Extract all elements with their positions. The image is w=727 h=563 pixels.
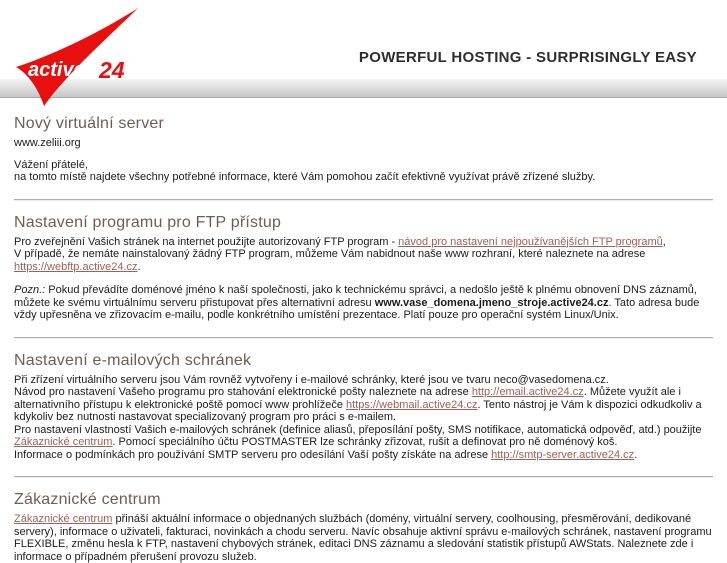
inline-link[interactable]: https://webftp.active24.cz <box>14 260 138 273</box>
domain-name-text <box>14 137 715 150</box>
main-content <box>0 98 727 563</box>
inline-link[interactable]: návod pro nastavení nejpoužívanějších FTP programů <box>398 235 663 248</box>
bold-text: www.vase_domena.jmeno_stroje.active24.cz <box>374 296 609 309</box>
section-title: Nový virtuální server <box>14 115 165 132</box>
italic-text: Pozn.: <box>14 284 46 296</box>
text-run: Návod pro nastavení Vašeho programu pro stahování elektronické pošty naleznete na adrese <box>14 386 472 398</box>
text-run: . <box>137 260 141 273</box>
inline-link[interactable]: https://webmail.active24.cz <box>346 398 478 411</box>
inline-link[interactable]: http://email.active24.cz <box>471 386 584 398</box>
active24-logo-swoosh-icon <box>6 4 156 109</box>
text-run: Informace o podmínkách pro používání SMTP serveru pro odesílání Vaší pošty získáte na adrese <box>14 448 492 461</box>
header-tagline: POWERFUL HOSTING - SURPRISINGLY EASY <box>358 49 697 66</box>
customer-center-paragraph <box>14 513 715 563</box>
text-run: , <box>662 235 666 248</box>
section-title: Nastavení e-mailových schránek <box>14 351 252 369</box>
welcome-paragraph <box>14 159 715 184</box>
text-run: . <box>634 448 638 461</box>
active24-logo[interactable] <box>6 4 156 112</box>
page-header <box>0 0 727 98</box>
text-run: na tomto místě najdete všechny potřebné informace, které Vám pomohou začít efektivně využívat právě zřízené služby. <box>14 171 596 183</box>
text-run: Pro nastavení vlastností Vašich e-mailových schránek (definice aliasů, přeposílání pošty, SMS notifikace, automatická odpověď, atd.) použijte <box>14 423 702 436</box>
text-run: Pro zveřejnění Vašich stránek na internet použijte autorizovaný FTP program - <box>14 235 399 248</box>
inline-link[interactable]: Zákaznické centrum <box>14 436 113 448</box>
ftp-note-paragraph <box>14 284 715 322</box>
text-run: . Můžete využít ale i alternativního přístupu k elektronické poště pomocí www prohlížeče <box>14 386 681 411</box>
text-run: Vážení přátelé, <box>14 158 88 171</box>
section-ftp-setup <box>14 201 715 322</box>
text-run: . Pomocí speciálního účtu POSTMASTER lze schránky zřizovat, rušit a definovat pro ně doménový koš. <box>112 436 618 448</box>
inline-link[interactable]: http://smtp-server.active24.cz <box>491 448 635 461</box>
text-run: . Tento nástroj je Vám k dispozici odkudkoliv a kdykoliv bez nutnosti nastavovat specializovaný program pro práci s e-mailem. <box>14 398 702 423</box>
text-run: . Tato adresa bude vždy upřesněna ve zřizovacím e-mailu, podle konkrétního umístění prezentace. Platí pouze pro operační systém Linux/Unix. <box>14 296 700 321</box>
section-title: Zákaznické centrum <box>14 491 161 508</box>
text-run: přináší aktuální informace o objednaných službách (domény, virtuální servery, coolhousing, přesměrování, dedikované servery), informace o uživateli, fakturaci, novinkách a chodu serveru. Navíc obsahuje aktivní správu e-mailových schránek, nastavení programu FLEXIBLE, změnu hesla k FTP, nastavení chybových stránek, editaci DNS záznamu a sledování statistik přístupů AWStats. Naleznete zde i informace o případném přerušení provozu služeb. <box>14 513 712 563</box>
ftp-paragraph <box>14 236 715 274</box>
section-customer-center <box>14 478 715 563</box>
section-email-setup <box>14 339 715 462</box>
logo-text: active <box>28 59 85 81</box>
text-run: V případě, že nemáte nainstalovaný žádný FTP program, můžeme Vám nabidnout naše www rozhraní, které naleznete na adrese <box>14 248 646 260</box>
section-title: Nastavení programu pro FTP přístup <box>14 213 282 231</box>
inline-link[interactable]: Zákaznické centrum <box>14 513 113 525</box>
text-run: Pokud převádíte doménové jméno k naší společnosti, jako k technickému správci, a nedošlo ještě k plnému obnovení DNS záznamů, můžete ke svému virtuálnímu serveru přistupovat přes alternativní adresu <box>14 284 697 309</box>
logo-number: 24 <box>99 57 125 83</box>
text-run: www.zeliii.org <box>14 137 81 149</box>
text-run: Při zřízení virtuálního serveru jsou Vám rovněž vytvořeny i e-mailové schránky, které jsou ve tvaru neco@vasedomena.cz. <box>14 373 609 386</box>
email-paragraph <box>14 374 715 462</box>
